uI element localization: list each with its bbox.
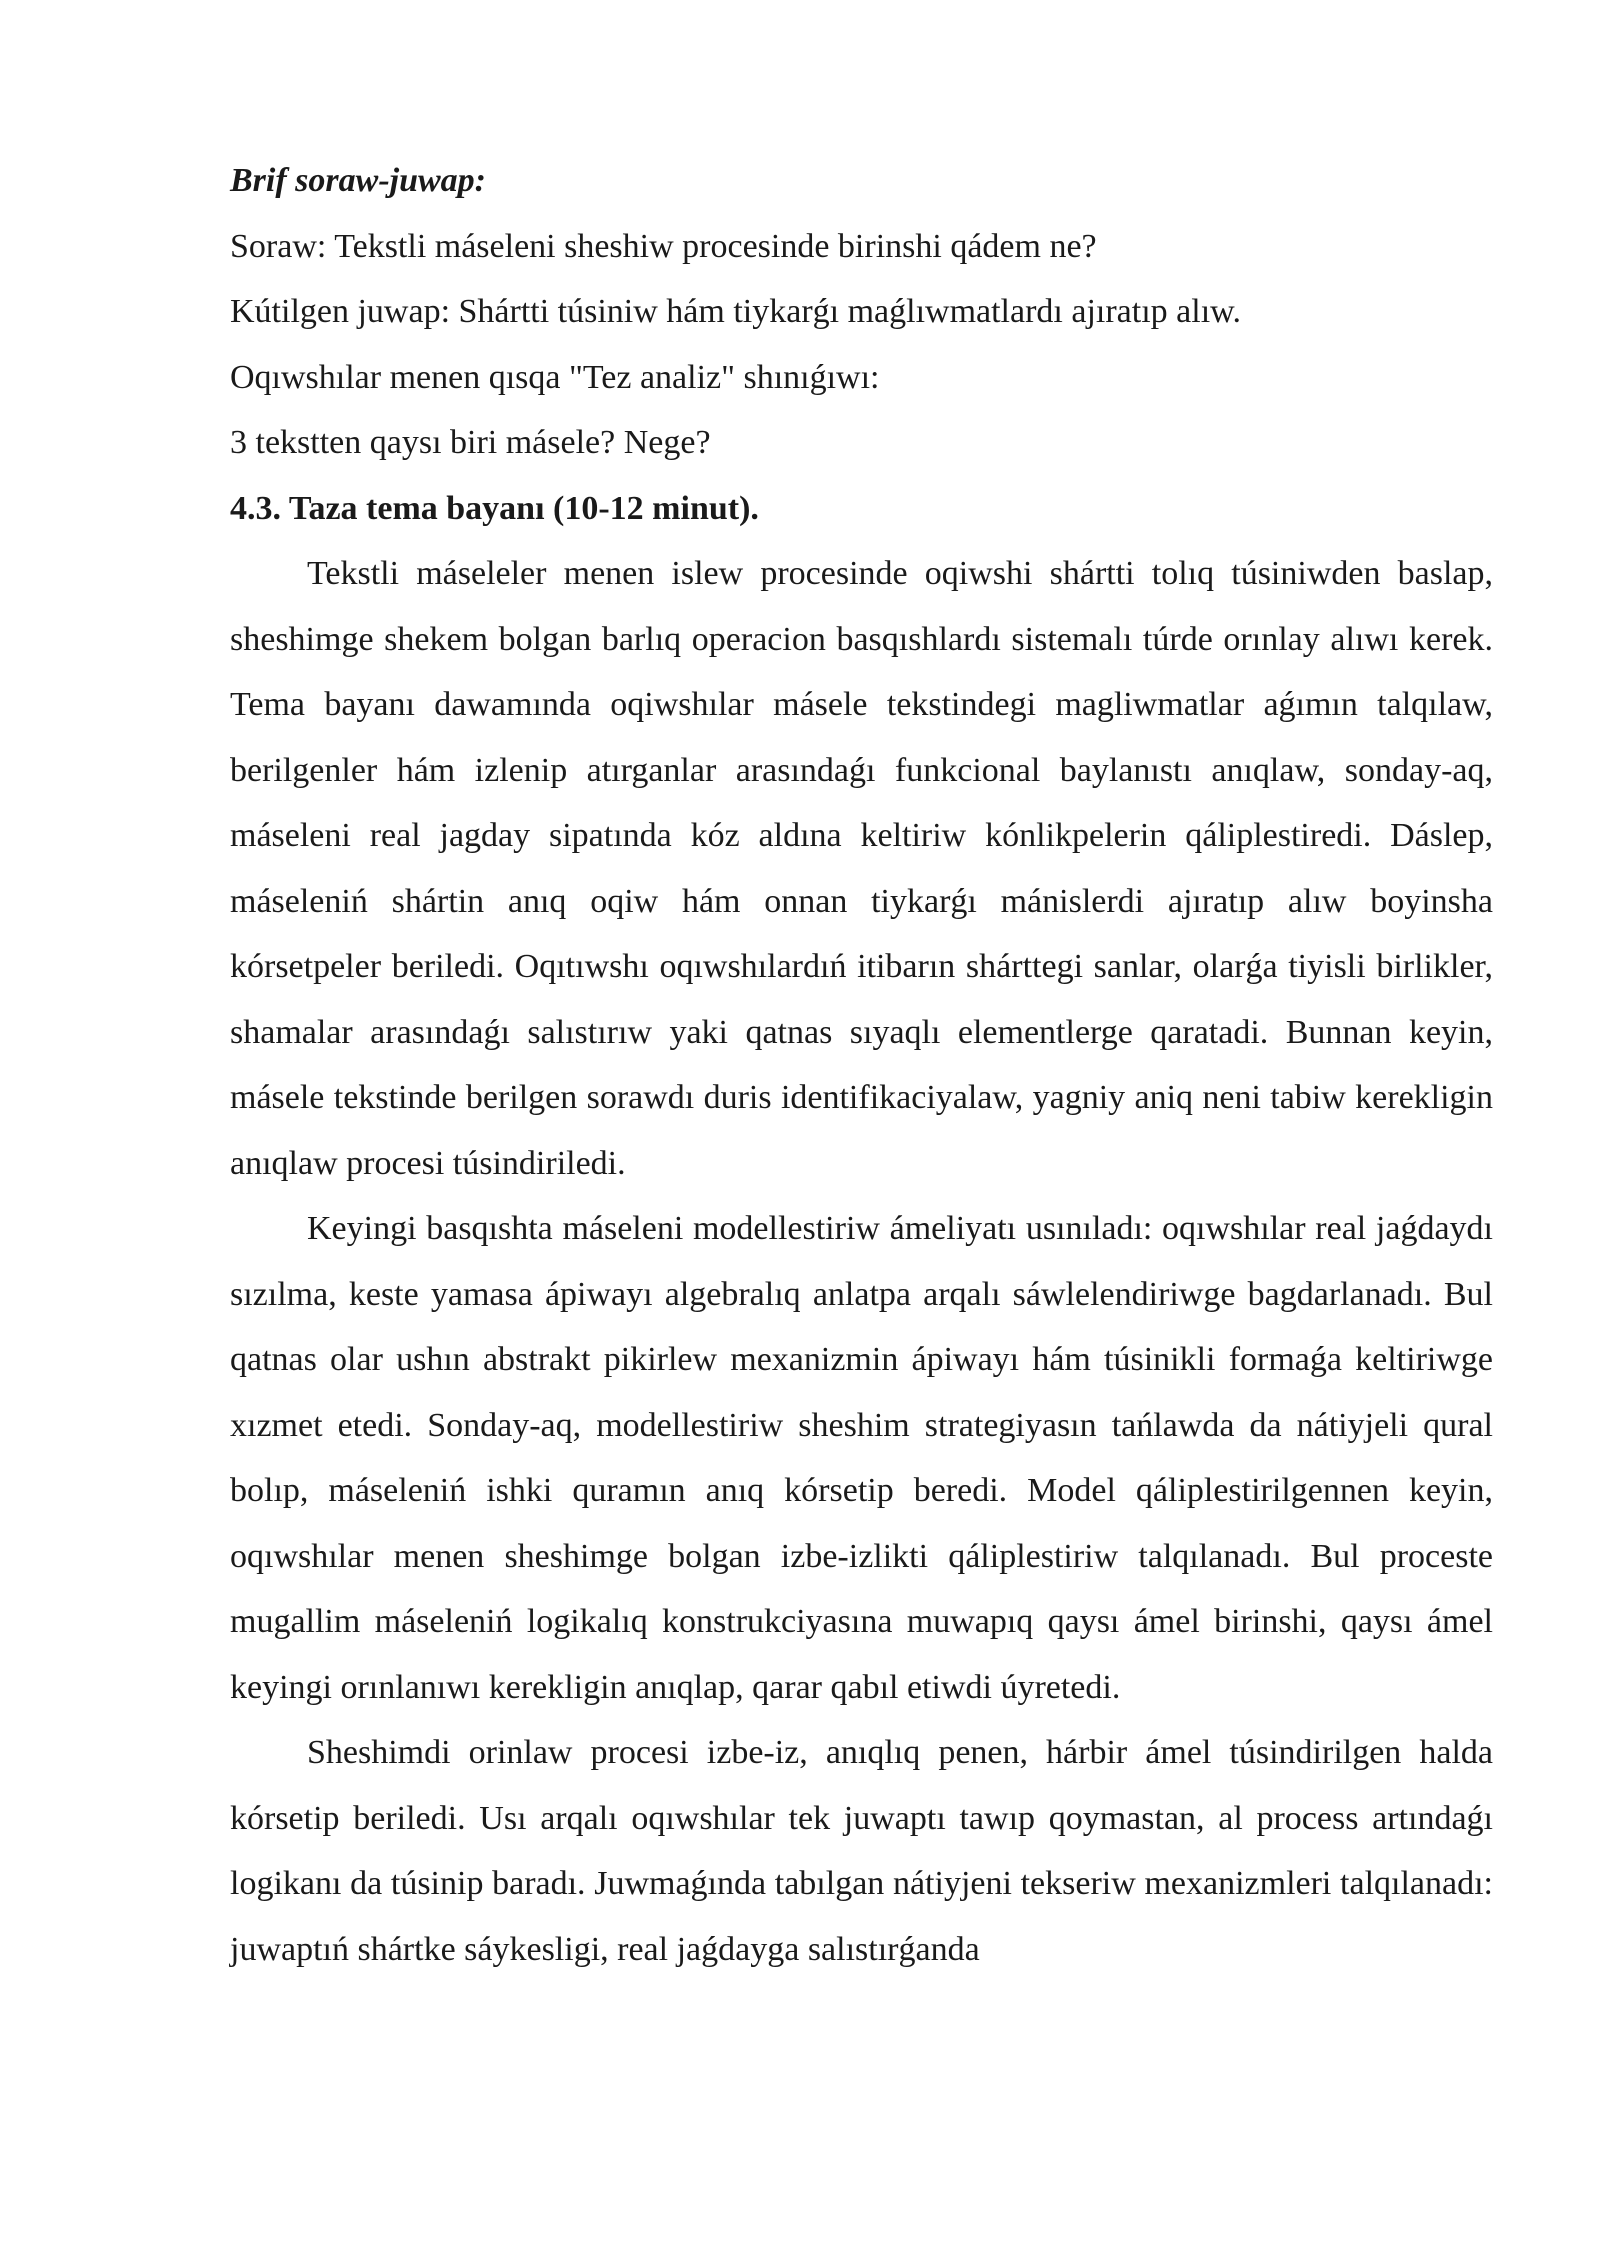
brief-heading: Brif soraw-juwap: <box>230 162 486 199</box>
body-paragraph: Tekstli máseleler menen islew procesinde oqiwshi shártti tolıq túsiniwden baslap, sheshimge shekem bolgan barlıq operacion basqıshlardı sistemalı túrde orınlay alıwı kerek. Tema bayanı dawamında oqiwshılar másele tekstindegi magliwmatlar aǵımın talqılaw, berilgenler hám izlenip atırganlar arasındaǵı funkcional baylanıstı anıqlaw, sonday-aq, máseleni real jagday sipatında kóz aldına keltiriw kónlikpelerin qáliplestiredi. Dáslep, máseleniń shártin anıq oqiw hám onnan tiykarǵı mánislerdi ajıratıp alıw boyinsha kórsetpeler beriledi. Oqıtıwshı oqıwshılardıń itibarın shárttegi sanlar, olarǵa tiyisli birlikler, shamalar arasındaǵı salıstırıw yaki qatnas sıyaqlı elementlerge qaratadi. Bunnan keyin, másele tekstinde berilgen sorawdı duris identifikaciyalaw, yagniy aniq neni tabiw kerekligin anıqlaw procesi túsindiriledi. <box>230 555 1493 1182</box>
document-page <box>230 148 1493 1982</box>
exercise-question-line: 3 tekstten qaysı biri másele? Nege? <box>230 424 711 461</box>
question-line: Soraw: Tekstli máseleni sheshiw procesinde birinshi qádem ne? <box>230 227 1097 265</box>
body-paragraph: Sheshimdi orinlaw procesi izbe-iz, anıqlıq penen, hárbir ámel túsindirilgen halda kórsetip beriledi. Usı arqalı oqıwshılar tek juwaptı tawıp qoymastan, al process artındaǵı logikanı da túsinip baradı. Juwmaǵında tabılgan nátiyjeni tekseriw mexanizmleri talqılanadı: juwaptıń shártke sáykesligi, real jaǵdayga salıstırǵanda <box>230 1734 1493 1968</box>
expected-answer-line: Kútilgen juwap: Shártti túsiniw hám tiykarǵı maǵlıwmatlardı ajıratıp alıw. <box>230 293 1241 330</box>
body-paragraph: Keyingi basqıshta máseleni modellestiriw ámeliyatı usınıladı: oqıwshılar real jaǵdaydı sızılma, keste yamasa ápiwayı algebralıq anlatpa arqalı sáwlelendiriwge bagdarlanadı. Bul qatnas olar ushın abstrakt pikirlew mexanizmin ápiwayı hám túsinikli formaǵa keltiriwge xızmet etedi. Sonday-aq, modellestiriw sheshim strategiyasın tańlawda da nátiyjeli qural bolıp, máseleniń ishki quramın anıq kórsetip beredi. Model qáliplestirilgennen keyin, oqıwshılar menen sheshimge bolgan izbe-izlikti qáliplestiriw talqılanadı. Bul proceste mugallim máseleniń logikalıq konstrukciyasına muwapıq qaysı ámel birinshi, qaysı ámel keyingi orınlanıwı kerekligin anıqlap, qarar qabıl etiwdi úyretedi. <box>230 1210 1493 1706</box>
exercise-line: Oqıwshılar menen qısqa "Tez analiz" shınıǵıwı: <box>230 358 880 396</box>
section-heading: 4.3. Taza tema bayanı (10-12 minut). <box>230 489 759 527</box>
